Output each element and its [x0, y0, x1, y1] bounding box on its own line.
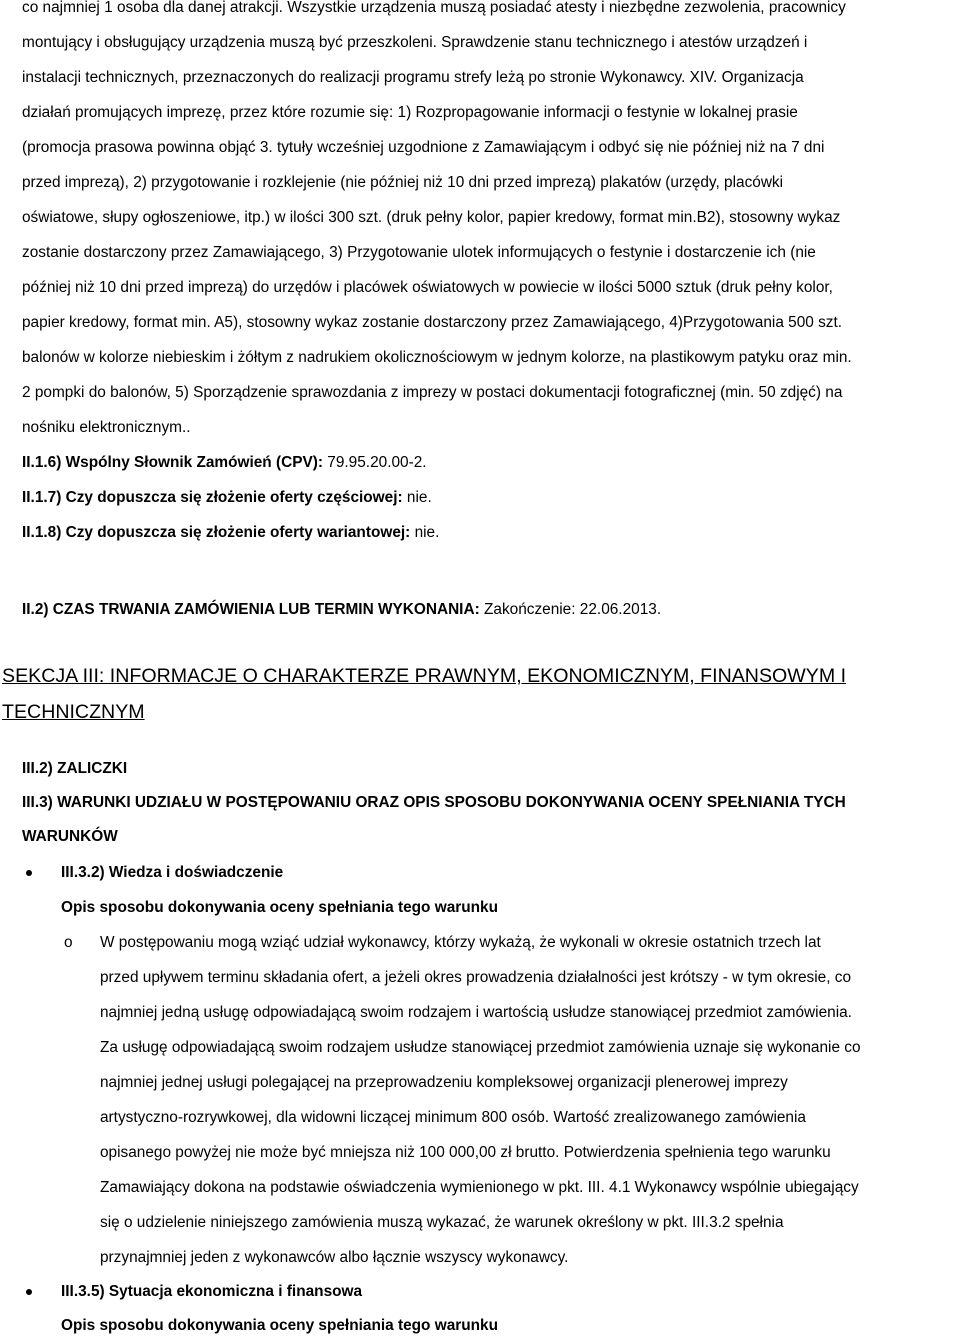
- para-line: przed imprezą), 2) przygotowanie i rozklejenie (nie później niż 10 dni przed imprezą) plakatów (urzędy, placówki: [22, 174, 784, 191]
- partial-offer-row: [22, 488, 432, 508]
- experience-heading: III.3.2) Wiedza i doświadczenie: [61, 864, 284, 881]
- variant-offer-value: nie.: [410, 524, 440, 541]
- financial-heading: III.3.5) Sytuacja ekonomiczna i finansowa: [61, 1283, 363, 1300]
- cpv-label: II.1.6) Wspólny Słownik Zamówień (CPV):: [22, 454, 324, 471]
- conditions-heading: III.3) WARUNKI UDZIAŁU W POSTĘPOWANIU ORAZ OPIS SPOSOBU DOKONYWANIA OCENY SPEŁNIANIA TYCH: [22, 794, 846, 811]
- partial-offer-label: II.1.7) Czy dopuszcza się złożenie oferty częściowej:: [22, 489, 403, 506]
- cpv-value: 79.95.20.00-2.: [323, 454, 427, 471]
- requirement-line: przynajmniej jeden z wykonawców albo łącznie wszyscy wykonawcy.: [100, 1249, 569, 1266]
- requirement-line: najmniej jedną usługę odpowiadającą swoim rodzajem i wartością usłudze stanowiącej przedmiot zamówienia.: [100, 1004, 852, 1021]
- para-line: nośniku elektronicznym..: [22, 419, 191, 436]
- requirement-line: Za usługę odpowiadającą swoim rodzajem usłudze stanowiącej przedmiot zamówienia uznaje się wykonanie co: [100, 1039, 861, 1056]
- para-line: (promocja prasowa powinna objąć 3. tytuły wcześniej uzgodnione z Zamawiającym i odbyć się nie później niż na 7 dni: [22, 139, 825, 156]
- para-line: oświatowe, słupy ogłoszeniowe, itp.) w ilości 300 szt. (druk pełny kolor, papier kredowy, format min.B2), stosowny wykaz: [22, 209, 841, 226]
- para-line: montujący i obsługujący urządzenia muszą być przeszkoleni. Sprawdzenie stanu technicznego i atestów urządzeń i: [22, 34, 808, 51]
- para-line: później niż 10 dni przed imprezą) do urzędów i placówek oświatowych w powiecie w ilości 5000 sztuk (druk pełny kolor,: [22, 279, 833, 296]
- para-line: papier kredowy, format min. A5), stosowny wykaz zostanie dostarczony przez Zamawiającego, 4)Przygotowania 500 szt.: [22, 314, 843, 331]
- circle-bullet-icon: o: [64, 934, 73, 951]
- requirement-line: opisanego powyżej nie może być mniejsza niż 100 000,00 zł brutto. Potwierdzenia spełnienia tego warunku: [100, 1144, 831, 1161]
- duration-label: II.2) CZAS TRWANIA ZAMÓWIENIA LUB TERMIN WYKONANIA:: [22, 601, 480, 618]
- requirement-line: przed upływem terminu składania ofert, a jeżeli okres prowadzenia działalności jest krótszy - w tym okresie, co: [100, 969, 852, 986]
- requirement-line: W postępowaniu mogą wziąć udział wykonawcy, którzy wykażą, że wykonali w okresie ostatnich trzech lat: [100, 934, 821, 951]
- assessment-subheading: Opis sposobu dokonywania oceny spełniania tego warunku: [61, 1317, 499, 1334]
- requirement-line: Zamawiający dokona na podstawie oświadczenia wymienionego w pkt. III. 4.1 Wykonawcy wspólnie ubiegający: [100, 1179, 859, 1196]
- para-line: 2 pompki do balonów, 5) Sporządzenie sprawozdania z imprezy w postaci dokumentacji fotograficznej (min. 50 zdjęć) na: [22, 384, 843, 401]
- bullet-icon: [26, 870, 32, 876]
- requirement-line: się o udzielenie niniejszego zamówienia muszą wykazać, że warunek określony w pkt. III.3.2 spełnia: [100, 1214, 784, 1231]
- para-line: instalacji technicznych, przeznaczonych do realizacji programu strefy leżą po stronie Wykonawcy. XIV. Organizacja: [22, 69, 804, 86]
- assessment-subheading: Opis sposobu dokonywania oceny spełniania tego warunku: [61, 899, 499, 916]
- variant-offer-label: II.1.8) Czy dopuszcza się złożenie oferty wariantowej:: [22, 524, 411, 541]
- para-line: działań promujących imprezę, przez które rozumie się: 1) Rozpropagowanie informacji o festynie w lokalnej prasie: [22, 104, 798, 121]
- section-heading: SEKCJA III: INFORMACJE O CHARAKTERZE PRAWNYM, EKONOMICZNYM, FINANSOWYM I: [2, 665, 847, 687]
- requirement-line: artystyczno-rozrywkowej, dla widowni liczącej minimum 800 osób. Wartość zrealizowanego zamówienia: [100, 1109, 806, 1126]
- requirement-line: najmniej jednej usługi polegającej na przeprowadzeniu kompleksowej organizacji plenerowej imprezy: [100, 1074, 788, 1091]
- variant-offer-row: [22, 523, 439, 543]
- duration-row: [22, 600, 661, 620]
- conditions-heading: WARUNKÓW: [22, 828, 118, 845]
- advances-heading: III.2) ZALICZKI: [22, 760, 128, 777]
- duration-value: Zakończenie: 22.06.2013.: [479, 601, 662, 618]
- cpv-row: [22, 453, 427, 473]
- partial-offer-value: nie.: [402, 489, 432, 506]
- para-line: balonów w kolorze niebieskim i żółtym z nadrukiem okolicznościowym w jednym kolorze, na plastikowym patyku oraz min.: [22, 349, 852, 366]
- bullet-icon: [26, 1289, 32, 1295]
- para-line: zostanie dostarczony przez Zamawiającego, 3) Przygotowanie ulotek informujących o festynie i dostarczenie ich (nie: [22, 244, 816, 261]
- para-line: co najmniej 1 osoba dla danej atrakcji. Wszystkie urządzenia muszą posiadać atesty i niezbędne zezwolenia, pracownicy: [22, 0, 846, 16]
- section-heading: TECHNICZNYM: [2, 701, 145, 723]
